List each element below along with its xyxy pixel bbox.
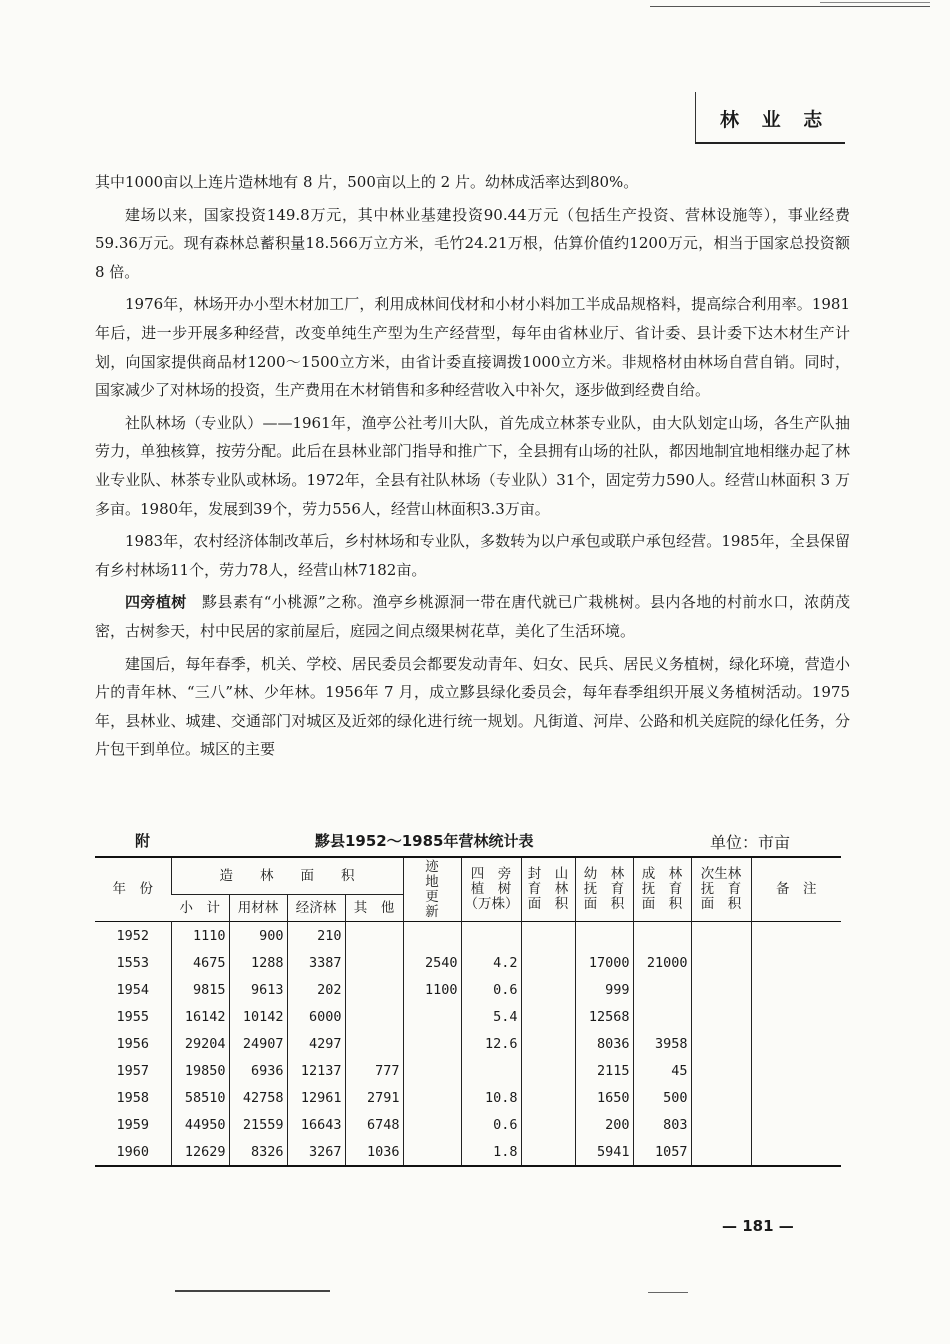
- header-year: 年 份: [112, 881, 153, 897]
- table-caption: [95, 830, 850, 854]
- table-cell: [691, 1030, 751, 1057]
- table-cell: [751, 976, 841, 1003]
- table-cell: 500: [633, 1084, 691, 1111]
- table-row: [95, 922, 841, 950]
- table-cell: 17000: [575, 949, 633, 976]
- table-cell: [345, 949, 403, 976]
- table-cell: [751, 1057, 841, 1084]
- table-cell: [691, 976, 751, 1003]
- table-cell: 0.6: [461, 1111, 521, 1138]
- table-cell: [403, 1084, 461, 1111]
- table-cell: [521, 1030, 575, 1057]
- table-cell: 1952: [116, 927, 149, 944]
- table-cell: 9815: [171, 976, 229, 1003]
- table-cell: 12629: [171, 1138, 229, 1166]
- table-title: 黟县1952～1985年营林统计表: [315, 832, 534, 850]
- table-cell: 3387: [287, 949, 345, 976]
- table-cell: [521, 1111, 575, 1138]
- table-cell: 3958: [633, 1030, 691, 1057]
- table-cell: [751, 949, 841, 976]
- paragraph: 建场以来，国家投资149.8万元，其中林业基建投资90.44万元（包括生产投资、营林设施等），事业经费59.36万元。现有森林总蓄积量18.566万立方米，毛竹24.21万根，估算价值约1200万元，相当于国家总投资额 8 倍。: [95, 205, 850, 281]
- table-cell: 6936: [229, 1057, 287, 1084]
- table-cell: 1959: [116, 1116, 149, 1133]
- table-cell: 1110: [171, 922, 229, 950]
- table-cell: 999: [575, 976, 633, 1003]
- table-cell: 24907: [229, 1030, 287, 1057]
- scan-top-line-2: [820, 2, 930, 3]
- page-number: — 181 —: [722, 1217, 794, 1235]
- table-cell: 0.6: [461, 976, 521, 1003]
- table-cell: 6748: [345, 1111, 403, 1138]
- table-cell: 12137: [287, 1057, 345, 1084]
- table-cell: [691, 1057, 751, 1084]
- appendix-label: 附: [135, 832, 151, 850]
- table-cell: [751, 1030, 841, 1057]
- afforestation-stats-table: [95, 856, 841, 1167]
- table-cell: 6000: [287, 1003, 345, 1030]
- running-header: 林 业 志: [720, 109, 831, 131]
- table-cell: 4.2: [461, 949, 521, 976]
- scan-top-line: [650, 6, 930, 7]
- table-cell: [691, 1003, 751, 1030]
- header-divider-horizontal: [695, 142, 845, 144]
- table-cell: 2540: [403, 949, 461, 976]
- table-cell: [403, 1138, 461, 1166]
- table-cell: 1957: [116, 1062, 149, 1079]
- table-cell: [751, 922, 841, 950]
- paragraph: 其中1000亩以上连片造林地有 8 片，500亩以上的 2 片。幼林成活率达到80%。: [95, 173, 639, 191]
- table-cell: [751, 1003, 841, 1030]
- table-cell: 42758: [229, 1084, 287, 1111]
- table-cell: [403, 1057, 461, 1084]
- table-cell: 1036: [345, 1138, 403, 1166]
- header-remark: 备 注: [751, 857, 841, 922]
- table-cell: 1100: [403, 976, 461, 1003]
- table-cell: [751, 1111, 841, 1138]
- header-trace-renewal: 迹地更新: [403, 857, 461, 922]
- table-cell: [521, 1057, 575, 1084]
- table-row: [95, 949, 841, 976]
- table-cell: 1057: [633, 1138, 691, 1166]
- table-cell: [345, 922, 403, 950]
- table-row: [95, 1030, 841, 1057]
- table-cell: [751, 1084, 841, 1111]
- table-cell: [521, 1084, 575, 1111]
- table-cell: 777: [345, 1057, 403, 1084]
- table-cell: [403, 1030, 461, 1057]
- table-cell: 200: [575, 1111, 633, 1138]
- table-cell: [691, 1084, 751, 1111]
- table-cell: [751, 1138, 841, 1166]
- header-seal-mountain: 封 山育 林面 积: [521, 857, 575, 922]
- table-cell: [521, 1138, 575, 1166]
- table-cell: 1960: [116, 1143, 149, 1160]
- table-body: [95, 922, 841, 1167]
- header-four-side: 四 旁植 树（万株）: [461, 857, 521, 922]
- table-cell: 1956: [116, 1035, 149, 1052]
- table-cell: 16643: [287, 1111, 345, 1138]
- table-cell: 210: [287, 922, 345, 950]
- paragraph: 1976年，林场开办小型木材加工厂，利用成林间伐材和小材小料加工半成品规格料，提高综合利用率。1981年后，进一步开展多种经营，改变单纯生产型为生产经营型，每年由省林业厅、省计委、县计委下达木材生产计划，向国家提供商品材1200～1500立方米，由省计委直接调拨1000立方米。非规格材由林场自营自销。同时，国家减少了对林场的投资，生产费用在木材销售和多种经营收入中补欠，逐步做到经费自给。: [95, 295, 850, 400]
- table-row: [95, 1111, 841, 1138]
- paragraph: 1983年，农村经济体制改革后，乡村林场和专业队，多数转为以户承包或联户承包经营。1985年，全县保留有乡村林场11个，劳力78人，经营山林7182亩。: [95, 532, 850, 579]
- table-row: [95, 1138, 841, 1166]
- paragraph: 社队林场（专业队）——1961年，渔亭公社考川大队，首先成立林茶专业队，由大队划定山场，各生产队抽劳力，单独核算，按劳分配。此后在县林业部门指导和推广下，全县拥有山场的社队，都因地制宜地相继办起了林业专业队、林茶专业队或林场。1972年，全县有社队林场（专业队）31个，固定劳力590人。经营山林面积 3 万多亩。1980年，发展到39个，劳力556人，经营山林面积3.3万亩。: [95, 413, 850, 518]
- table-unit: 单位：市亩: [710, 833, 791, 852]
- header-subtotal: 小 计: [171, 895, 229, 922]
- header-afforest-area: 造 林 面 积: [171, 857, 403, 895]
- header-economic: 经济林: [287, 895, 345, 922]
- table-row: [95, 1003, 841, 1030]
- table-cell: 1650: [575, 1084, 633, 1111]
- paragraph: [95, 588, 850, 645]
- table-cell: [521, 1003, 575, 1030]
- table-cell: [521, 922, 575, 950]
- table-cell: 16142: [171, 1003, 229, 1030]
- table-cell: 1288: [229, 949, 287, 976]
- table-cell: 8036: [575, 1030, 633, 1057]
- table-cell: [345, 976, 403, 1003]
- table-row: [95, 1084, 841, 1111]
- table-cell: 12.6: [461, 1030, 521, 1057]
- table-cell: 900: [229, 922, 287, 950]
- table-cell: [691, 1138, 751, 1166]
- table-cell: 12568: [575, 1003, 633, 1030]
- table-cell: [345, 1003, 403, 1030]
- table-cell: 10.8: [461, 1084, 521, 1111]
- table-cell: [633, 922, 691, 950]
- table-cell: [403, 922, 461, 950]
- table-cell: 10142: [229, 1003, 287, 1030]
- table-cell: [691, 1111, 751, 1138]
- table-cell: 202: [287, 976, 345, 1003]
- scan-bottom-line-2: [648, 1292, 688, 1293]
- table-cell: [633, 976, 691, 1003]
- header-mature-forest: 成 林抚 育面 积: [633, 857, 691, 922]
- table-cell: 12961: [287, 1084, 345, 1111]
- table-cell: 29204: [171, 1030, 229, 1057]
- table-cell: 5.4: [461, 1003, 521, 1030]
- table-cell: 44950: [171, 1111, 229, 1138]
- paragraph: 建国后，每年春季，机关、学校、居民委员会都要发动青年、妇女、民兵、居民义务植树，绿化环境，营造小片的青年林、“三八”林、少年林。1956年 7 月，成立黟县绿化委员会，每年春季组织开展义务植树活动。1975年，县林业、城建、交通部门对城区及近郊的绿化进行统一规划。凡街道、河岸、公路和机关庭院的绿化任务，分片包干到单位。城区的主要: [95, 654, 850, 759]
- table-cell: [345, 1030, 403, 1057]
- header-timber: 用材林: [229, 895, 287, 922]
- body-text: [95, 168, 850, 768]
- header-divider-vertical: [695, 92, 696, 142]
- table-cell: [403, 1111, 461, 1138]
- table-cell: [521, 976, 575, 1003]
- table-cell: [691, 949, 751, 976]
- scan-bottom-line: [175, 1290, 330, 1292]
- table-cell: 45: [633, 1057, 691, 1084]
- table-cell: 2791: [345, 1084, 403, 1111]
- table-cell: 2115: [575, 1057, 633, 1084]
- table-cell: 1955: [116, 1008, 149, 1025]
- header-other: 其 他: [345, 895, 403, 922]
- table-cell: [461, 922, 521, 950]
- table-cell: 4675: [171, 949, 229, 976]
- table-cell: 4297: [287, 1030, 345, 1057]
- header-secondary-forest: 次生林抚 育面 积: [691, 857, 751, 922]
- table-cell: 58510: [171, 1084, 229, 1111]
- table-cell: 5941: [575, 1138, 633, 1166]
- section-lead: 四旁植树: [125, 593, 187, 612]
- table-cell: 1.8: [461, 1138, 521, 1166]
- table-cell: [461, 1057, 521, 1084]
- table-cell: 1958: [116, 1089, 149, 1106]
- table-cell: 1954: [116, 981, 149, 998]
- table-cell: [521, 949, 575, 976]
- table-cell: 9613: [229, 976, 287, 1003]
- table-row: [95, 1057, 841, 1084]
- table-row: [95, 976, 841, 1003]
- paragraph-text: 黟县素有“小桃源”之称。渔亭乡桃源洞一带在唐代就已广栽桃树。县内各地的村前水口，浓荫茂密，古树参天，村中民居的家前屋后，庭园之间点缀果树花草，美化了生活环境。: [95, 593, 850, 640]
- table-cell: 8326: [229, 1138, 287, 1166]
- table-cell: [633, 1003, 691, 1030]
- table-cell: 1553: [116, 954, 149, 971]
- table-cell: 3267: [287, 1138, 345, 1166]
- table-cell: [691, 922, 751, 950]
- table-cell: [403, 1003, 461, 1030]
- table-cell: 19850: [171, 1057, 229, 1084]
- table-cell: 803: [633, 1111, 691, 1138]
- table-cell: [575, 922, 633, 950]
- table-cell: 21000: [633, 949, 691, 976]
- table-cell: 21559: [229, 1111, 287, 1138]
- header-young-forest: 幼 林抚 育面 积: [575, 857, 633, 922]
